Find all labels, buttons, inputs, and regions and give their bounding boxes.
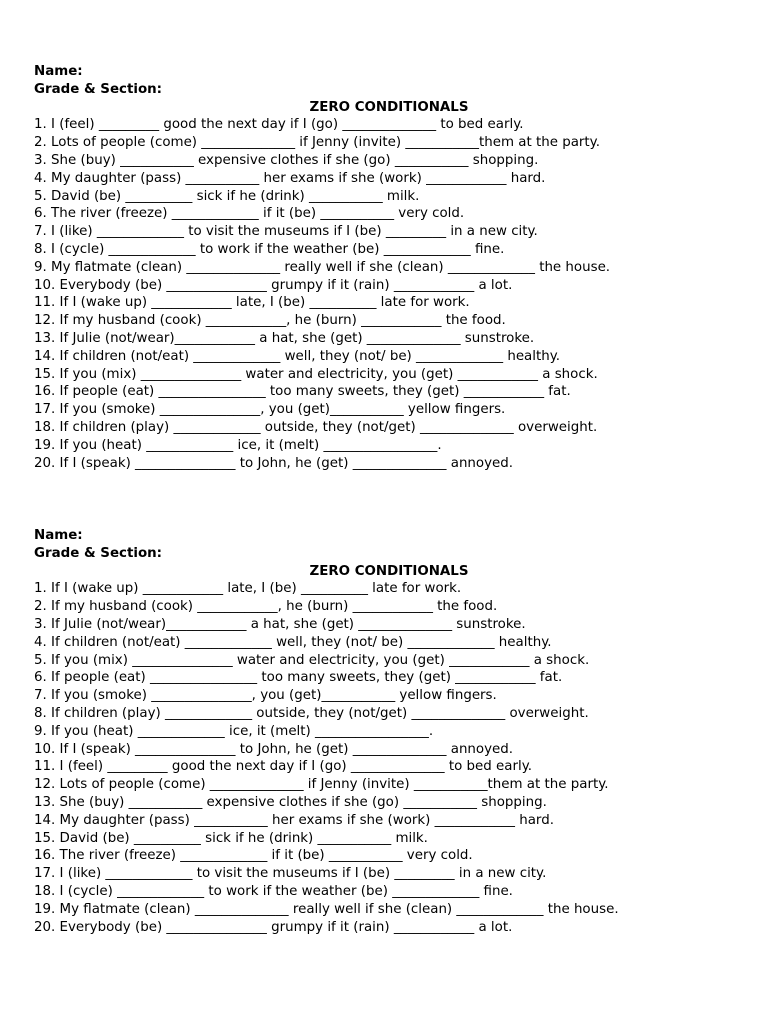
grade-section-label: Grade & Section: <box>34 545 163 561</box>
name-label: Name: <box>34 64 83 79</box>
exercise-item: 17. If you (smoke) _______________, you (get)___________ yellow fingers. <box>34 402 506 418</box>
exercise-item: 20. Everybody (be) _______________ grumpy if it (rain) ____________ a lot. <box>34 919 513 935</box>
exercise-item: 20. If I (speak) _______________ to John, he (get) ______________ annoyed. <box>34 455 514 471</box>
exercise-item: 8. If children (play) _____________ outside, they (not/get) ______________ overweight. <box>34 705 589 721</box>
exercise-item: 6. If people (eat) ________________ too many sweets, they (get) ____________ fat. <box>34 670 563 686</box>
grade-section-label: Grade & Section: <box>34 81 163 97</box>
exercise-item: 14. If children (not/eat) _____________ well, they (not/ be) _____________ healthy. <box>34 348 560 364</box>
exercise-item: 15. If you (mix) _______________ water and electricity, you (get) ____________ a shock. <box>34 366 598 382</box>
exercise-item: 11. I (feel) _________ good the next day if I (go) ______________ to bed early. <box>34 759 532 775</box>
exercise-item: 2. Lots of people (come) ______________ if Jenny (invite) ___________them at the party. <box>34 135 600 151</box>
worksheet-title: ZERO CONDITIONALS <box>309 99 469 115</box>
exercise-item: 18. If children (play) _____________ outside, they (not/get) ______________ overweight. <box>34 419 598 435</box>
exercise-item: 8. I (cycle) _____________ to work if the weather (be) _____________ fine. <box>34 241 505 257</box>
exercise-item: 13. She (buy) ___________ expensive clothes if she (go) ___________ shopping. <box>34 794 547 810</box>
name-label: Name: <box>34 528 83 543</box>
exercise-item: 3. If Julie (not/wear)____________ a hat, she (get) ______________ sunstroke. <box>34 616 526 632</box>
exercise-list <box>34 116 734 472</box>
exercise-item: 10. Everybody (be) _______________ grumpy if it (rain) ____________ a lot. <box>34 277 513 293</box>
exercise-item: 7. I (like) _____________ to visit the museums if I (be) _________ in a new city. <box>34 224 538 240</box>
exercise-item: 12. Lots of people (come) ______________ if Jenny (invite) ___________them at the party. <box>34 777 609 793</box>
worksheet-2 <box>34 527 734 936</box>
exercise-item: 2. If my husband (cook) ____________, he (burn) ____________ the food. <box>34 599 498 615</box>
exercise-item: 10. If I (speak) _______________ to John, he (get) ______________ annoyed. <box>34 741 514 757</box>
exercise-item: 9. My flatmate (clean) ______________ really well if she (clean) _____________ the house. <box>34 259 611 275</box>
exercise-item: 1. I (feel) _________ good the next day if I (go) ______________ to bed early. <box>34 117 524 133</box>
exercise-item: 9. If you (heat) _____________ ice, it (melt) _________________. <box>34 723 434 739</box>
exercise-item: 13. If Julie (not/wear)____________ a hat, she (get) ______________ sunstroke. <box>34 330 535 346</box>
exercise-item: 6. The river (freeze) _____________ if it (be) ___________ very cold. <box>34 206 465 222</box>
exercise-item: 19. If you (heat) _____________ ice, it (melt) _________________. <box>34 437 442 453</box>
exercise-item: 11. If I (wake up) ____________ late, I (be) __________ late for work. <box>34 295 470 311</box>
exercise-item: 3. She (buy) ___________ expensive clothes if she (go) ___________ shopping. <box>34 152 539 168</box>
worksheet-title: ZERO CONDITIONALS <box>309 563 469 579</box>
exercise-item: 5. If you (mix) _______________ water and electricity, you (get) ____________ a shock. <box>34 652 590 668</box>
exercise-item: 16. The river (freeze) _____________ if it (be) ___________ very cold. <box>34 848 473 864</box>
exercise-item: 17. I (like) _____________ to visit the museums if I (be) _________ in a new city. <box>34 866 547 882</box>
exercise-item: 7. If you (smoke) _______________, you (get)___________ yellow fingers. <box>34 688 497 704</box>
exercise-item: 18. I (cycle) _____________ to work if the weather (be) _____________ fine. <box>34 883 513 899</box>
exercise-item: 15. David (be) __________ sick if he (drink) ___________ milk. <box>34 830 428 846</box>
exercise-item: 16. If people (eat) ________________ too many sweets, they (get) ____________ fat. <box>34 384 571 400</box>
exercise-item: 19. My flatmate (clean) ______________ really well if she (clean) _____________ the house. <box>34 901 619 917</box>
exercise-item: 12. If my husband (cook) ____________, he (burn) ____________ the food. <box>34 313 506 329</box>
worksheet-1 <box>34 63 734 472</box>
exercise-item: 14. My daughter (pass) ___________ her exams if she (work) ____________ hard. <box>34 812 554 828</box>
exercise-item: 4. If children (not/eat) _____________ well, they (not/ be) _____________ healthy. <box>34 634 552 650</box>
exercise-list <box>34 580 734 936</box>
exercise-item: 4. My daughter (pass) ___________ her exams if she (work) ____________ hard. <box>34 170 546 186</box>
exercise-item: 1. If I (wake up) ____________ late, I (be) __________ late for work. <box>34 581 462 597</box>
exercise-item: 5. David (be) __________ sick if he (drink) ___________ milk. <box>34 188 420 204</box>
